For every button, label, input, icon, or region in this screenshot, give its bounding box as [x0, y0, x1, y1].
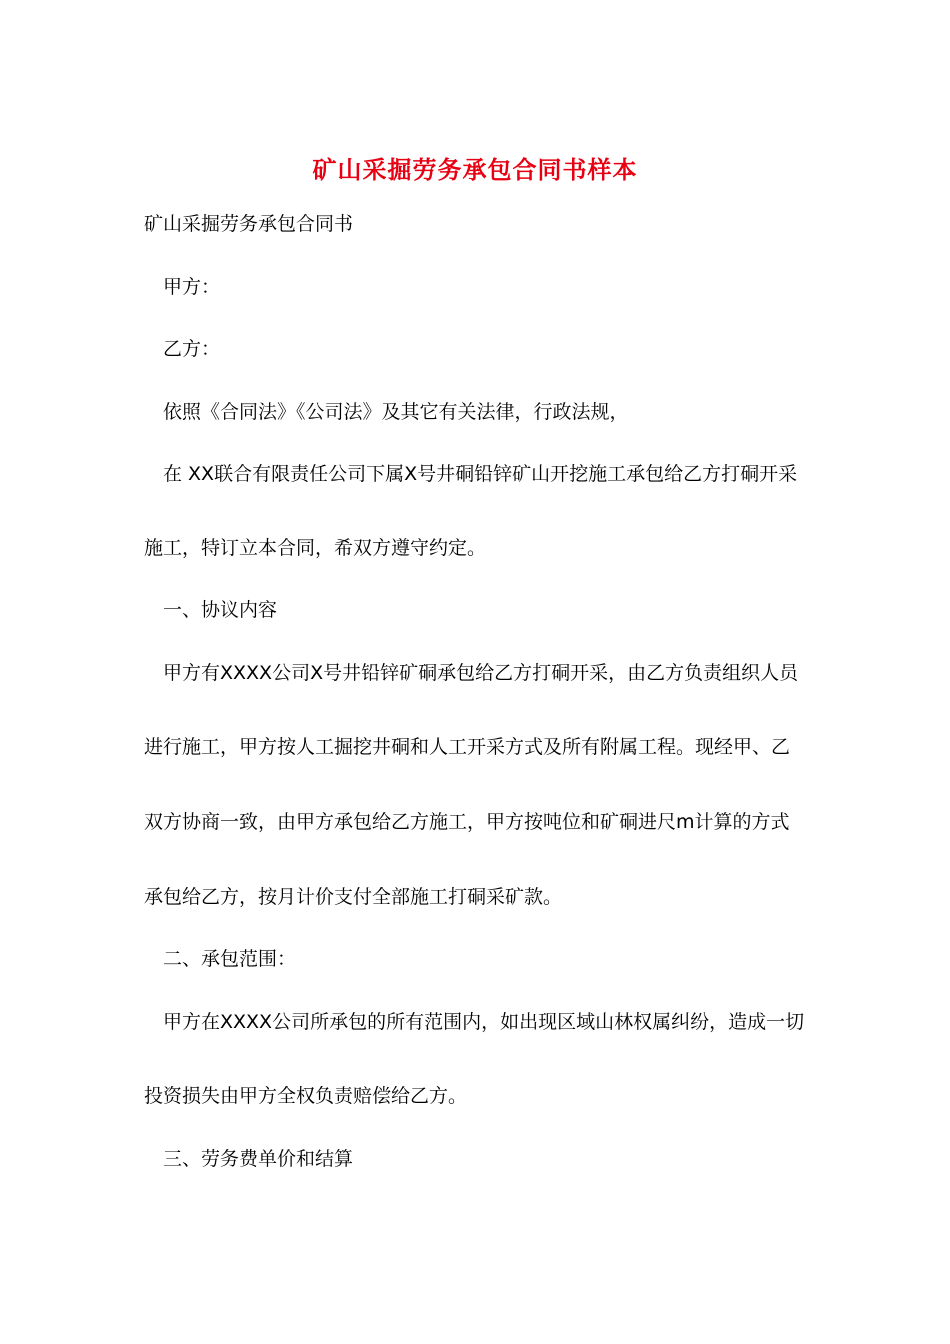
paragraph-line: 进行施工，甲方按人工掘挖井硐和人工开采方式及所有附属工程。现经甲、乙: [144, 736, 791, 758]
paragraph-line: 甲方有XXXX公司X号井铅锌矿硐承包给乙方打硐开采，由乙方负责组织人员: [163, 662, 799, 684]
paragraph-line: 甲方在XXXX公司所承包的所有范围内，如出现区域山林权属纠纷，造成一切: [163, 1011, 805, 1033]
section-heading: 一、协议内容: [163, 599, 278, 621]
paragraph-line: 依照《合同法》《公司法》及其它有关法律，行政法规，: [163, 401, 629, 423]
paragraph-line: 施工，特订立本合同，希双方遵守约定。: [144, 537, 487, 559]
contract-heading: 矿山采掘劳务承包合同书: [144, 213, 354, 235]
section-heading: 三、劳务费单价和结算: [163, 1148, 354, 1170]
party-b-line: 乙方：: [163, 338, 221, 360]
paragraph-line: 在 XX联合有限责任公司下属X号井硐铅锌矿山开挖施工承包给乙方打硐开采: [163, 463, 798, 485]
document-title: 矿山采掘劳务承包合同书样本: [312, 155, 638, 184]
paragraph-line: 承包给乙方，按月计价支付全部施工打硐采矿款。: [144, 886, 563, 908]
party-a-line: 甲方：: [163, 276, 221, 298]
paragraph-line: 投资损失由甲方全权负责赔偿给乙方。: [144, 1085, 468, 1107]
paragraph-line: 双方协商一致，由甲方承包给乙方施工，甲方按吨位和矿硐进尺m计算的方式: [144, 811, 790, 833]
section-heading: 二、承包范围：: [163, 948, 297, 970]
